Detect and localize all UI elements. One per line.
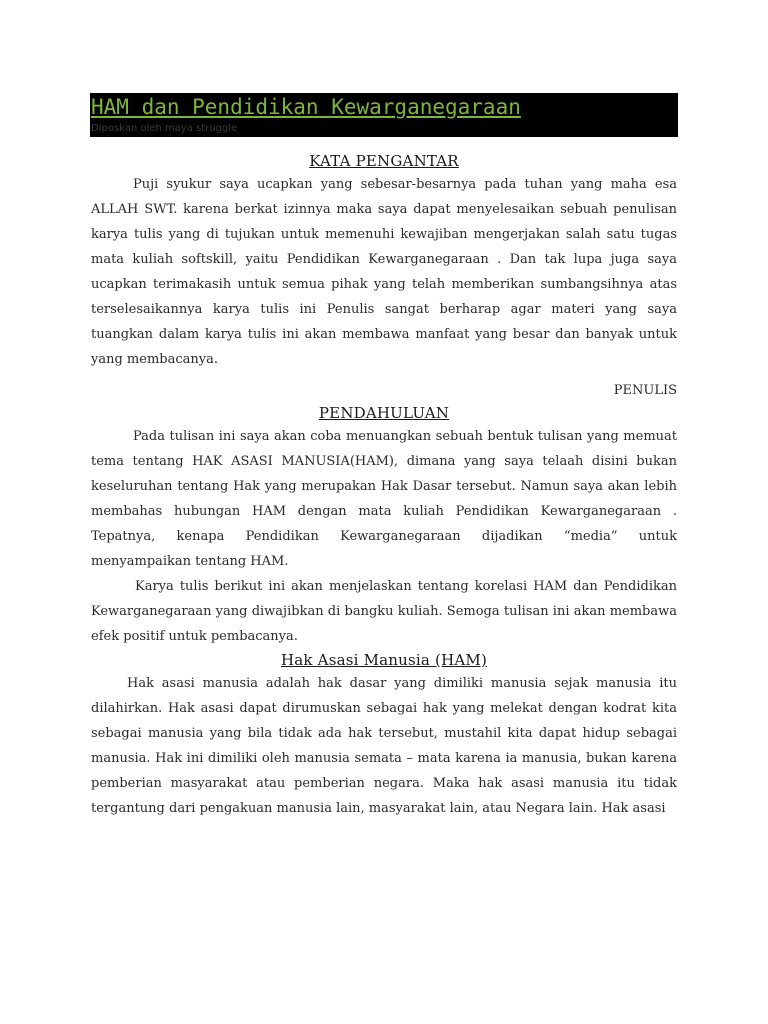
human-rights-paragraph: Hak asasi manusia adalah hak dasar yang dimiliki manusia sejak manusia itu dilahirkan. Hak asasi dapat dirumuskan sebagai hak yang melekat dengan kodrat kita sebagai manusia yang bila tidak ada hak tersebut, mustahil kita dapat hidup sebagai manusia. Hak ini dimiliki oleh manusia semata – mata karena ia manusia, bukan karena pemberian masyarakat atau pemberian negara. Maka hak asasi manusia itu tidak tergantung dari pengakuan manusia lain, masyarakat lain, atau Negara lain. Hak asasi	[91, 676, 677, 816]
blog-header	[90, 93, 678, 137]
author-signature: PENULIS	[613, 383, 677, 398]
foreword-paragraph: Puji syukur saya ucapkan yang sebesar-besarnya pada tuhan yang maha esa ALLAH SWT. karena berkat izinnya maka saya dapat menyelesaikan sebuah penulisan karya tulis yang di tujukan untuk memenuhi kewajiban mengerjakan salah satu tugas mata kuliah softskill, yaitu Pendidikan Kewarganegaraan . Dan tak lupa juga saya ucapkan terimakasih untuk semua pihak yang telah memberikan sumbangsihnya atas terselesaikannya karya tulis ini Penulis sangat berharap agar materi yang saya tuangkan dalam karya tulis ini akan membawa manfaat yang besar dan banyak untuk yang membacanya.	[91, 177, 677, 367]
foreword-heading: KATA PENGANTAR	[309, 152, 459, 170]
introduction-paragraph-1: Pada tulisan ini saya akan coba menuangkan sebuah bentuk tulisan yang memuat tema tentang HAK ASASI MANUSIA(HAM), dimana yang saya telaah disini bukan keseluruhan tentang Hak yang merupakan Hak Dasar tersebut. Namun saya akan lebih membahas hubungan HAM dengan mata kuliah Pendidikan Kewarganegaraan . Tepatnya, kenapa Pendidikan Kewarganegaraan dijadikan “media” untuk menyampaikan tentang HAM.	[91, 429, 677, 569]
human-rights-heading: Hak Asasi Manusia (HAM)	[280, 651, 488, 669]
document-body	[91, 150, 677, 821]
introduction-heading: PENDAHULUAN	[318, 404, 450, 422]
post-byline: Diposkan oleh maya struggle	[91, 123, 238, 134]
introduction-paragraph-2: Karya tulis berikut ini akan menjelaskan tentang korelasi HAM dan Pendidikan Kewarganegaraan yang diwajibkan di bangku kuliah. Semoga tulisan ini akan membawa efek positif untuk pembacanya.	[91, 579, 677, 644]
post-title-link[interactable]: HAM dan Pendidikan Kewarganegaraan	[91, 95, 521, 119]
